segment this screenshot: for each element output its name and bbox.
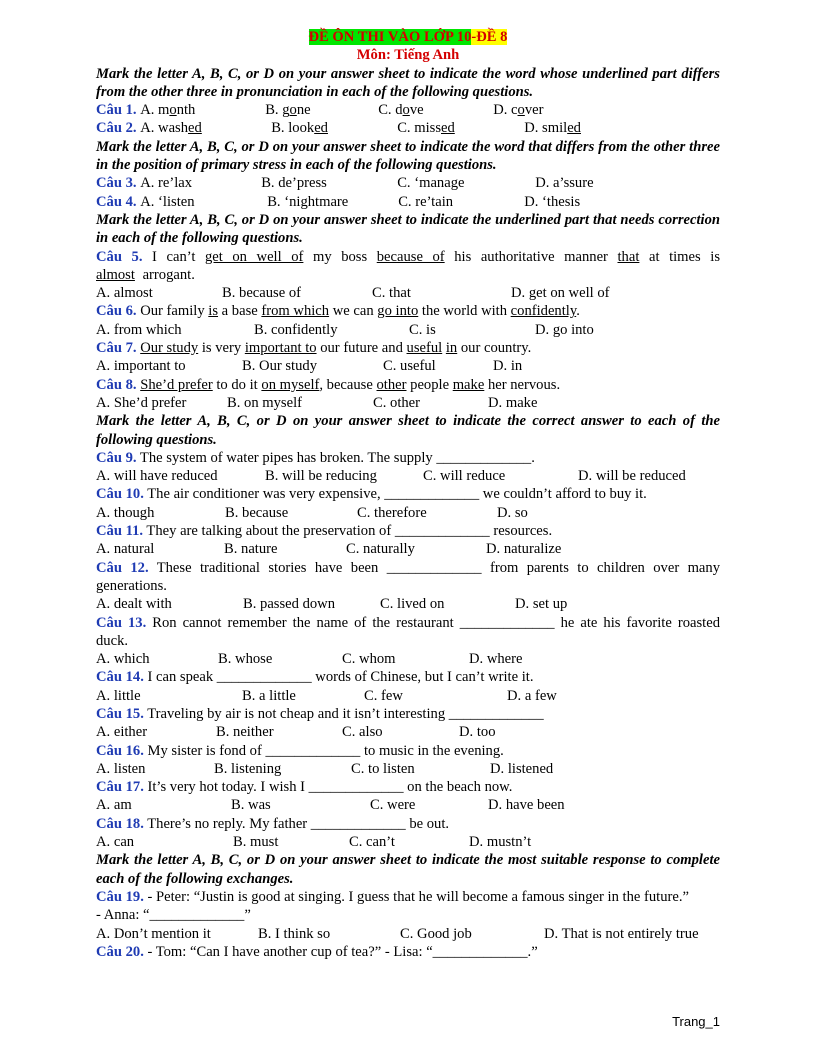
question-14: Câu 14. I can speak _____________ words of Chinese, but I can’t write it. [96, 669, 534, 686]
question-20: Câu 20. - Tom: “Can I have another cup of tea?” - Lisa: “_____________.” [96, 943, 538, 960]
question-13-options [96, 650, 720, 668]
option-a: A. little [96, 687, 141, 704]
question-12: Câu 12. These traditional stories have been _____________ from parents to children over many generations. [96, 559, 720, 594]
exam-title: ĐỀ ÔN THI VÀO LỚP 10-ĐỀ 8 [308, 29, 508, 45]
option-b: B. gone [265, 102, 311, 119]
option-c: C. were [370, 797, 416, 814]
question-13: Câu 13. Ron cannot remember the name of the restaurant _____________ he ate his favorite roasted duck. [96, 614, 720, 649]
option-d: D. will be reduced [578, 468, 686, 485]
option-d: D. too [459, 724, 496, 741]
option-d: D. naturalize [486, 541, 562, 558]
instruction-response: Mark the letter A, B, C, or D on your answer sheet to indicate the most suitable response to complete each of the following exchanges. [96, 852, 720, 887]
option-c: C. is [409, 321, 436, 338]
question-1: Câu 1. A. month B. gone C. dove D. cover [96, 102, 544, 119]
option-c: C. can’t [349, 834, 395, 851]
option-c: C. to listen [351, 760, 415, 777]
option-b: B. neither [216, 724, 274, 741]
question-11: Câu 11. They are talking about the preservation of _____________ resources. [96, 523, 553, 540]
option-d: D. go into [535, 321, 594, 338]
document-page [96, 28, 720, 961]
option-c: C. re’tain [398, 193, 454, 210]
question-4: Câu 4. A. ‘listen B. ‘nightmare C. re’tain D. ‘thesis [96, 193, 581, 210]
option-a: A. washed [140, 120, 202, 137]
option-c: C. also [342, 724, 383, 741]
option-d: D. make [488, 394, 538, 411]
option-c: C. therefore [357, 504, 427, 521]
question-2: Câu 2. A. washed B. looked C. missed D. smiled [96, 120, 581, 137]
option-b: B. Our study [242, 358, 317, 375]
option-a: A. She’d prefer [96, 394, 187, 411]
question-16-options [96, 760, 720, 778]
option-b: B. ‘nightmare [267, 193, 349, 210]
option-a: A. month [140, 102, 196, 119]
question-8: Câu 8. She’d prefer to do it on myself, because other people make her nervous. [96, 376, 561, 393]
option-a: A. Don’t mention it [96, 925, 211, 942]
question-9: Câu 9. The system of water pipes has broken. The supply _____________. [96, 449, 535, 466]
question-18: Câu 18. There’s no reply. My father _____________ be out. [96, 815, 450, 832]
option-d: D. cover [493, 102, 544, 119]
instruction-pronunciation: Mark the letter A, B, C, or D on your answer sheet to indicate the word whose underlined part differs from the other three in pronunciation in each of the following questions. [96, 65, 720, 100]
option-b: B. de’press [261, 175, 327, 192]
option-c: C. few [364, 687, 403, 704]
question-8-options [96, 394, 720, 412]
option-c: C. that [372, 285, 411, 302]
option-d: D. so [497, 504, 528, 521]
option-b: B. was [231, 797, 271, 814]
question-5: Câu 5. I can’t get on well of my boss because of his authoritative manner that at times is almost arrogant. [96, 248, 720, 283]
option-b: B. passed down [243, 596, 336, 613]
option-b: B. confidently [254, 321, 338, 338]
question-9-options [96, 467, 720, 485]
option-d: D. a few [507, 687, 557, 704]
question-15: Câu 15. Traveling by air is not cheap and it isn’t interesting _____________ [96, 705, 544, 722]
option-a: A. important to [96, 358, 186, 375]
option-a: A. either [96, 724, 148, 741]
option-a: A. will have reduced [96, 468, 218, 485]
option-b: B. will be reducing [265, 468, 377, 485]
option-a: A. natural [96, 541, 155, 558]
instruction-stress: Mark the letter A, B, C, or D on your answer sheet to indicate the word that differs from the other three in the position of primary stress in each of the following questions. [96, 138, 720, 174]
question-19: Câu 19. - Peter: “Justin is good at singing. I guess that he will become a famous singer in the future.” [96, 888, 689, 905]
question-10-options [96, 504, 720, 522]
option-d: D. mustn’t [469, 834, 532, 851]
question-6: Câu 6. Our family is a base from which we can go into the world with confidently. [96, 303, 580, 320]
option-b: B. because [225, 504, 289, 521]
option-c: C. will reduce [423, 468, 506, 485]
option-d: D. set up [515, 596, 568, 613]
option-c: C. Good job [400, 925, 472, 942]
question-19-options [96, 925, 720, 943]
instruction-correct-answer: Mark the letter A, B, C, or D on your answer sheet to indicate the correct answer to each of the following questions. [96, 413, 720, 448]
question-17: Câu 17. It’s very hot today. I wish I _____________ on the beach now. [96, 779, 513, 796]
question-7-options [96, 357, 720, 375]
option-a: A. though [96, 504, 155, 521]
option-a: A. ‘listen [140, 193, 195, 210]
question-10: Câu 10. The air conditioner was very expensive, _____________ we couldn’t afford to buy it. [96, 486, 647, 503]
option-a: A. dealt with [96, 596, 172, 613]
option-a: A. listen [96, 760, 146, 777]
question-15-options [96, 723, 720, 741]
option-b: B. looked [271, 120, 328, 137]
option-d: D. have been [488, 797, 565, 814]
option-c: C. whom [342, 651, 396, 668]
option-b: B. a little [242, 687, 296, 704]
option-c: C. lived on [380, 596, 445, 613]
option-b: B. whose [218, 651, 273, 668]
option-a: A. from which [96, 321, 182, 338]
option-d: D. get on well of [511, 285, 610, 302]
option-c: C. ‘manage [397, 175, 465, 192]
question-6-options [96, 321, 720, 339]
exam-subject: Môn: Tiếng Anh [356, 47, 460, 64]
question-11-options [96, 540, 720, 558]
option-a: A. re’lax [140, 175, 193, 192]
option-d: D. ‘thesis [524, 193, 581, 210]
option-d: D. in [493, 358, 523, 375]
question-5-options [96, 284, 720, 302]
option-d: D. a’ssure [535, 175, 594, 192]
question-14-options [96, 687, 720, 705]
page-number: Trang_1 [672, 1014, 720, 1029]
option-c: C. naturally [346, 541, 415, 558]
question-12-options [96, 595, 720, 613]
option-c: C. other [373, 394, 421, 411]
question-7: Câu 7. Our study is very important to our future and useful in our country. [96, 340, 532, 357]
option-b: B. nature [224, 541, 278, 558]
instruction-correction: Mark the letter A, B, C, or D on your answer sheet to indicate the underlined part that needs correction in each of the following questions. [96, 211, 720, 247]
option-a: A. can [96, 834, 135, 851]
question-19-reply: - Anna: “_____________” [96, 907, 251, 924]
option-d: D. listened [490, 760, 554, 777]
question-16: Câu 16. My sister is fond of _____________ to music in the evening. [96, 742, 504, 759]
option-b: B. on myself [227, 394, 302, 411]
option-a: A. which [96, 651, 150, 668]
option-b: B. listening [214, 760, 282, 777]
option-b: B. must [233, 834, 279, 851]
option-c: C. useful [383, 358, 436, 375]
question-3: Câu 3. A. re’lax B. de’press C. ‘manage D. a’ssure [96, 175, 594, 192]
option-d: D. smiled [524, 120, 581, 137]
question-17-options [96, 796, 720, 814]
option-a: A. almost [96, 285, 153, 302]
question-18-options [96, 833, 720, 851]
option-c: C. dove [378, 102, 424, 119]
option-d: D. That is not entirely true [544, 925, 699, 942]
option-b: B. because of [222, 285, 302, 302]
option-d: D. where [469, 651, 523, 668]
option-b: B. I think so [258, 925, 331, 942]
option-a: A. am [96, 797, 132, 814]
option-c: C. missed [397, 120, 455, 137]
